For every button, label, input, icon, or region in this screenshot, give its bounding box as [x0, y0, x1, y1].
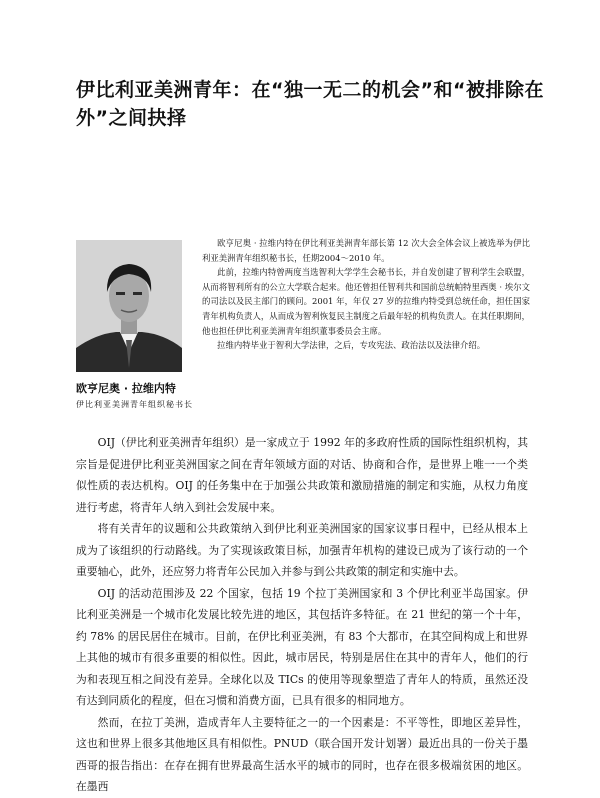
body-paragraph: OIJ（伊比利亚美洲青年组织）是一家成立于 1992 年的多政府性质的国际性组织机构，其宗旨是促进伊比利亚美洲国家之间在青年领域方面的对话、协商和合作，是世界上唯一一个类似性质的表达机构。OIJ 的任务集中在于加强公共政策和激励措施的制定和实施，从权力角度进行考虑，将青年人纳入到社会发展中来。 [76, 436, 528, 514]
article-body [76, 432, 528, 798]
bio-paragraph: 欧亨尼奥 · 拉维内特在伊比利亚美洲青年部长第 12 次大会全体会议上被选举为伊比利亚美洲青年组织秘书长，任期2004～2010 年。 [202, 238, 530, 263]
portrait-image [76, 240, 182, 372]
bio-paragraph: 此前，拉维内特曾两度当选智利大学学生会秘书长，并自发创建了智利学生会联盟，从而将智利所有的公立大学联合起来。他还曾担任智利共和国前总统帕特里西奥 · 埃尔文的司法以及民主部门的顾问。2001 年，年仅 27 岁的拉维内特受到总统任命，担任国家青年机构负责人，从而成为智利恢复民主制度之后最年轻的机构负责人。在其任职期间，他也担任伊比利亚美洲青年组织董事委员会主席。 [202, 267, 530, 336]
article-title: 伊比利亚美洲青年：在“独一无二的机会”和“被排除在外”之间抉择 [76, 79, 544, 129]
person-name: 欧亨尼奥 · 拉维内特 [76, 382, 176, 395]
body-paragraph: 将有关青年的议题和公共政策纳入到伊比利亚美洲国家的国家议事日程中，已经从根本上成为了该组织的行动路线。为了实现该政策目标，加强青年机构的建设已成为了该行动的一个重要轴心，此外，还应努力将青年公民加入并参与到公共政策的制定和实施中去。 [76, 522, 528, 578]
person-title: 伊比利亚美洲青年组织秘书长 [76, 400, 193, 409]
body-paragraph: OIJ 的活动范围涉及 22 个国家，包括 19 个拉丁美洲国家和 3 个伊比利亚半岛国家。伊比利亚美洲是一个城市化发展比较先进的地区，其包括许多特征。在 21 世纪的第一个十年，约 78% 的居民居住在城市。目前，在伊比利亚美洲，有 83 个大都市，在其空间构成上和世界上其他的城市有很多重要的相似性。因此，城市居民，特别是居住在其中的青年人，他们的行为和表现互相之间没有差异。全球化以及 TICs 的使用等现象塑造了青年人的特质，虽然还没有达到同质化的程度，但在习惯和消费方面，已具有很多的相同地方。 [76, 586, 528, 707]
bio-paragraph: 拉维内特毕业于智利大学法律，之后，专攻宪法、政治法以及法律介绍。 [217, 340, 486, 351]
bio-block [202, 236, 530, 353]
body-paragraph: 然而，在拉丁美洲，造成青年人主要特征之一的一个因素是：不平等性，即地区差异性，这也和世界上很多其他地区具有相似性。PNUD（联合国开发计划署）最近出具的一份关于墨西哥的报告指出：在存在拥有世界最高生活水平的城市的同时，也存在很多极端贫困的地区。在墨西 [76, 715, 528, 793]
portrait-photo [76, 240, 182, 372]
